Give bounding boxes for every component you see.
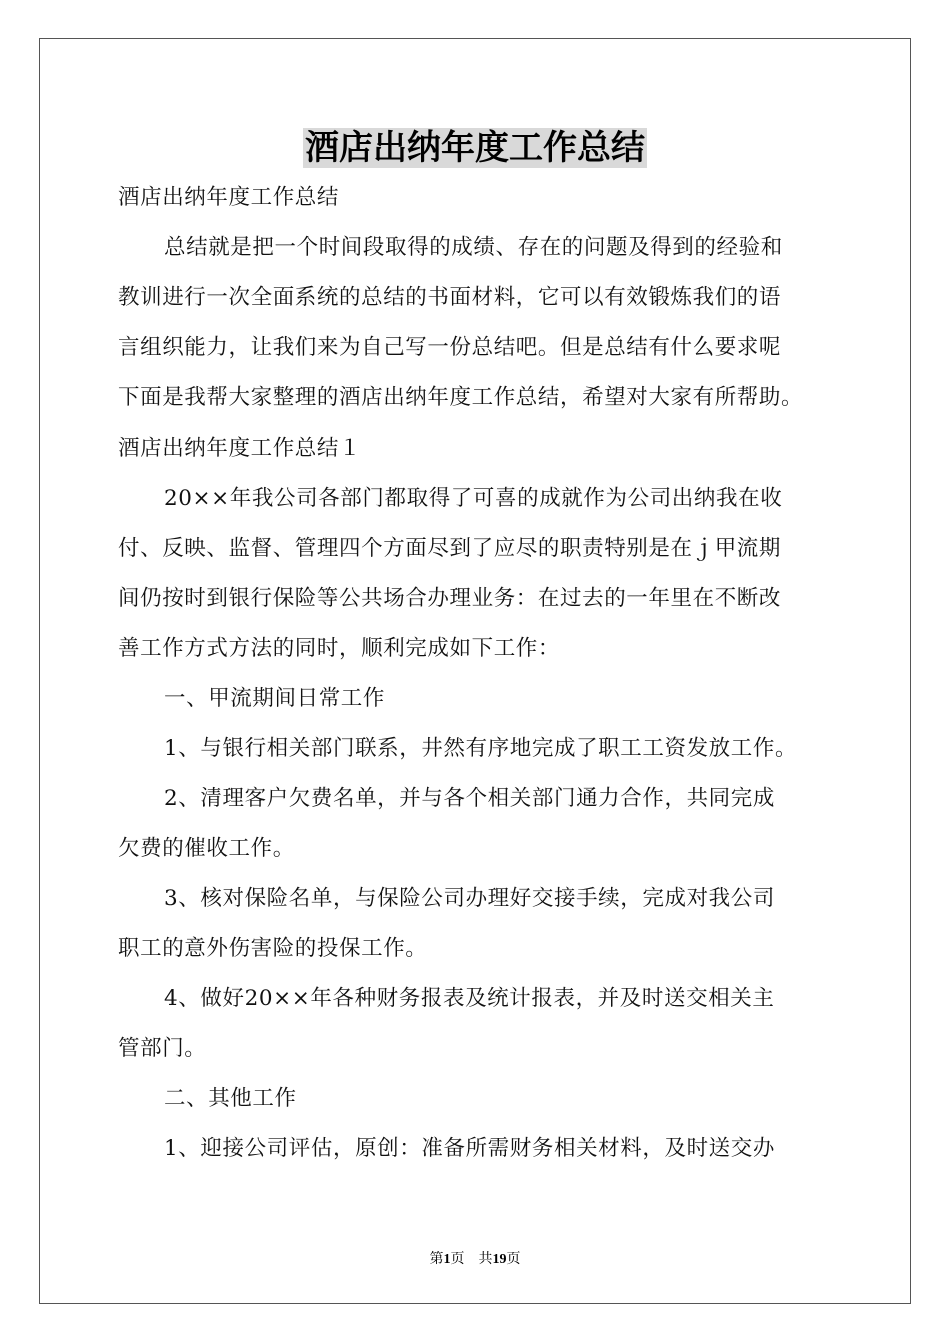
list-item-continuation: 职工的意外伤害险的投保工作。 [118,936,428,961]
list-item: 3、核对保险名单，与保险公司办理好交接手续，完成对我公司 [164,886,775,911]
list-item: 1、与银行相关部门联系，井然有序地完成了职工工资发放工作。 [164,736,798,761]
list-heading: 一、甲流期间日常工作 [164,686,386,711]
page-footer: 第1页 共19页 [429,1252,521,1267]
paragraph-line: 间仍按时到银行保险等公共场合办理业务：在过去的一年里在不断改 [118,586,782,611]
paragraph-line: 教训进行一次全面系统的总结的书面材料，它可以有效锻炼我们的语 [118,285,782,310]
list-item-continuation: 欠费的催收工作。 [118,836,295,861]
list-item: 2、清理客户欠费名单，并与各个相关部门通力合作，共同完成 [164,786,775,811]
section-heading: 酒店出纳年度工作总结１ [118,436,362,461]
list-item-continuation: 管部门。 [118,1036,207,1061]
subtitle-line: 酒店出纳年度工作总结 [118,185,340,210]
document-title: 酒店出纳年度工作总结 [305,128,645,168]
paragraph-line: 总结就是把一个时间段取得的成绩、存在的问题及得到的经验和 [164,235,783,260]
paragraph-line: 言组织能力，让我们来为自己写一份总结吧。但是总结有什么要求呢 [118,335,782,360]
paragraph-line: 善工作方式方法的同时，顺利完成如下工作： [118,636,561,661]
list-heading: 二、其他工作 [164,1086,297,1111]
paragraph-line: 20××年我公司各部门都取得了可喜的成就作为公司出纳我在收 [164,486,783,511]
paragraph-line: 下面是我帮大家整理的酒店出纳年度工作总结，希望对大家有所帮助。 [118,385,804,410]
page-border [39,38,911,1304]
list-item: 4、做好20××年各种财务报表及统计报表，并及时送交相关主 [164,986,775,1011]
paragraph-line: 付、反映、监督、管理四个方面尽到了应尽的职责特别是在ｊ甲流期 [118,536,782,561]
list-item: 1、迎接公司评估，原创：准备所需财务相关材料，及时送交办 [164,1136,775,1161]
